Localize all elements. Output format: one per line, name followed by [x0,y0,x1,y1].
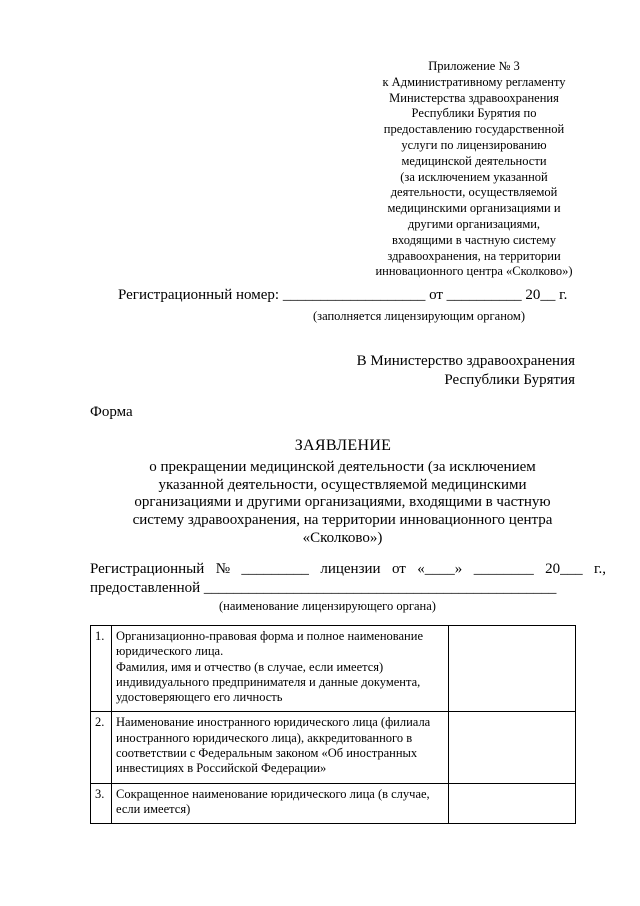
row-number: 3. [91,783,112,824]
table-row [91,712,576,783]
row-line: индивидуального предпринимателя и данные документа, [116,674,421,689]
subtitle-line: организациями и другими организациями, входящими в частную [134,494,551,511]
registration-year: 20__ г. [525,287,568,303]
license-word: лицензии [320,561,381,577]
row-line: удостоверяющего его личность [116,690,283,705]
document-subtitle [90,459,595,548]
registration-date-blank[interactable]: __________ [446,287,522,303]
row-value-cell[interactable] [449,626,576,712]
license-day-blank[interactable]: «____» [417,561,463,577]
appendix-line: деятельности, осуществляемой [390,185,558,200]
table-row [91,783,576,824]
license-issued-line [90,580,556,597]
license-month-blank[interactable]: ________ [473,561,534,577]
license-year[interactable]: 20___ [545,561,583,577]
form-label: Форма [90,404,133,420]
row-description [112,712,449,783]
row-line: инвестициях в Российской Федерации» [116,761,327,776]
appendix-line: здравоохранения, на территории [387,248,561,263]
registration-label: Регистрационный номер: [118,287,280,303]
row-line: Организационно-правовая форма и полное наименование [116,629,423,643]
addressee-line-2: Республики Бурятия [444,372,575,388]
row-number: 2. [91,712,112,783]
license-from: от [391,561,406,577]
row-line: если имеется) [116,801,191,816]
subtitle-line: указанной деятельности, осуществляемой медицинскими [158,476,527,493]
license-issued-note: (наименование лицензирующего органа) [219,599,436,613]
row-line: Фамилия, имя и отчество (в случае, если имеется) [116,659,384,674]
license-year-suffix: г., [594,561,606,577]
form-table [90,625,576,824]
appendix-line: инновационного центра «Сколково») [375,264,573,279]
appendix-line: входящими в частную систему [392,232,556,247]
row-line: Сокращенное наименование юридического лица (в случае, [116,786,430,801]
registration-line [118,287,567,304]
row-line: юридического лица. [116,644,224,659]
addressee-line-1: В Министерство здравоохранения [356,353,575,369]
row-value-cell[interactable] [449,712,576,783]
appendix-line: предоставлению государственной [383,122,565,137]
appendix-line: Республики Бурятия по [411,106,537,121]
row-description [112,783,449,824]
subtitle-line: «Сколково») [302,529,383,546]
row-line: соответствии с Федеральным законом «Об иностранных [116,746,418,761]
addressee [357,352,575,390]
appendix-line: услуги по лицензированию [401,137,547,152]
license-issued-label: предоставленной [90,580,201,596]
row-line: Наименование иностранного юридического лица (филиала [116,715,431,730]
row-number: 1. [91,626,112,712]
table-row [91,626,576,712]
license-number-sign: № [215,561,230,577]
registration-note: (заполняется лицензирующим органом) [313,309,525,323]
row-description [112,626,449,712]
license-issued-blank[interactable]: _______________________________________________ [203,580,557,596]
registration-from: от [429,287,443,303]
license-line [90,561,606,578]
appendix-header [356,59,592,280]
registration-number-blank[interactable]: ___________________ [282,287,426,303]
row-value-cell[interactable] [449,783,576,824]
row-line: иностранного юридического лица), аккредитованного в [116,730,413,745]
appendix-line: другими организациями, [407,216,541,231]
appendix-line: к Административному регламенту [382,74,566,89]
appendix-line: Приложение № 3 [428,59,520,73]
document-title: ЗАЯВЛЕНИЕ [294,437,392,454]
appendix-line: Министерства здравоохранения [389,90,559,105]
subtitle-line: систему здравоохранения, на территории инновационного центра [132,512,553,529]
license-reg-label: Регистрационный [90,561,205,577]
license-number-blank[interactable]: _________ [241,561,309,577]
appendix-line: (за исключением указанной [400,169,548,184]
appendix-line: медицинской деятельности [401,153,547,168]
subtitle-line: о прекращении медицинской деятельности (за исключением [149,459,536,475]
appendix-line: медицинскими организациями и [387,201,561,216]
